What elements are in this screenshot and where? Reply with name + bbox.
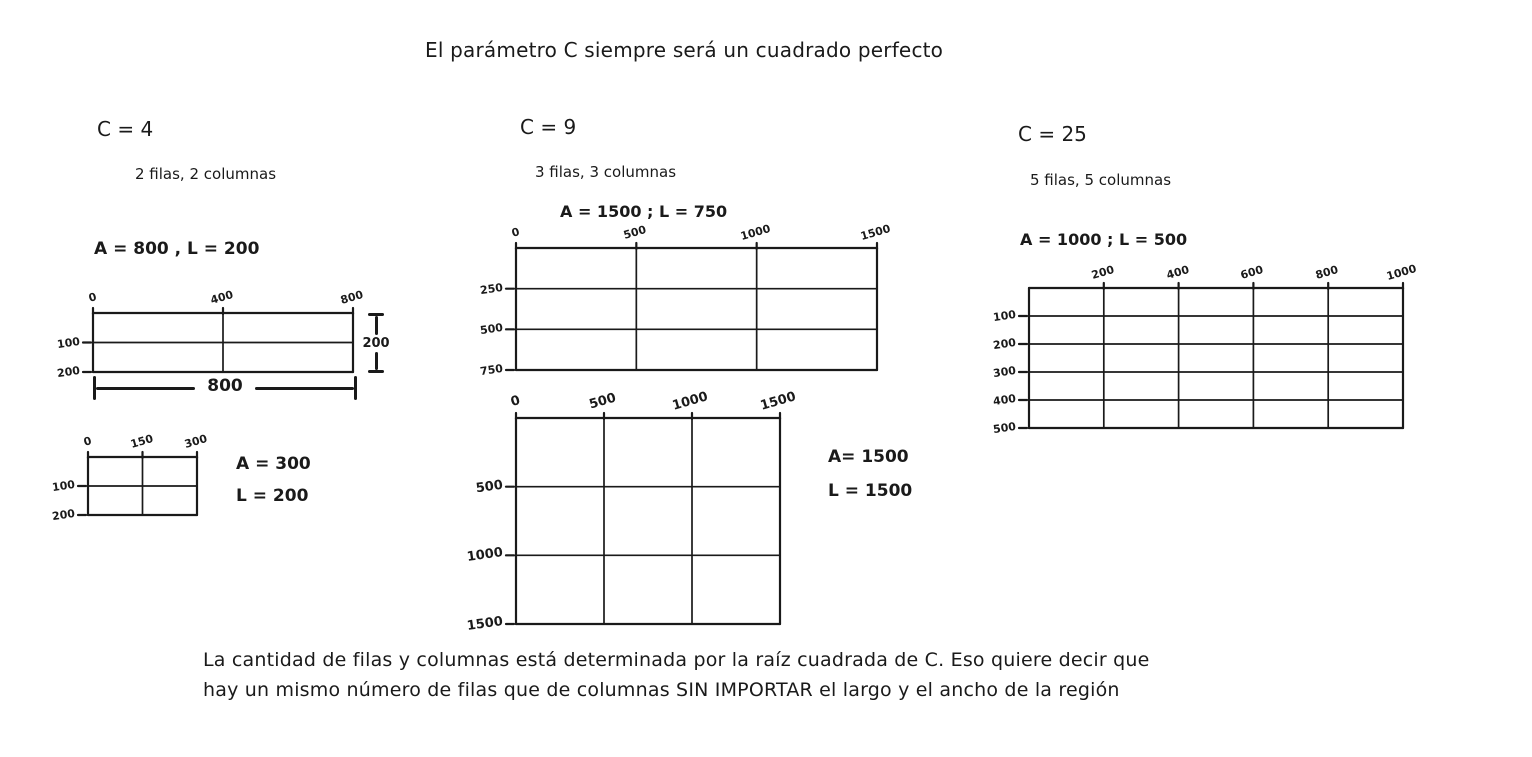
y-tick-label: 1000 (465, 545, 504, 566)
footer-note (203, 645, 1150, 705)
grid-c4-rectangle (56, 288, 365, 381)
y-tick-label: 500 (479, 321, 504, 338)
area-label: A= 1500 (828, 447, 909, 467)
x-tick-label: 1000 (738, 222, 772, 243)
x-tick-label: 0 (509, 393, 522, 410)
grid-lines (516, 418, 780, 624)
grid-c25-rectangle (992, 262, 1418, 437)
section-c9-subheading: 3 filas, 3 columnas (535, 163, 677, 181)
x-tick-label: 800 (1314, 263, 1340, 282)
bracket-line (255, 387, 354, 390)
x-tick-label: 500 (622, 223, 649, 242)
bracket-end-tick (354, 376, 357, 400)
grid-c9-square-params (828, 440, 912, 508)
y-tick-label: 500 (992, 419, 1017, 437)
grid-lines (88, 457, 197, 515)
x-tick-label: 1500 (858, 222, 892, 243)
x-tick-label: 400 (1164, 263, 1191, 282)
grid-c9-rectangle (479, 222, 892, 379)
section-c4-subheading: 2 filas, 2 columnas (135, 165, 277, 183)
x-tick-label: 800 (339, 288, 365, 307)
y-tick-label: 100 (992, 307, 1017, 325)
x-tick-label: 0 (87, 290, 99, 305)
height-dimension-label: 200 (362, 335, 390, 351)
section-c25-params: A = 1000 ; L = 500 (1020, 230, 1188, 249)
x-tick-label: 0 (82, 434, 94, 449)
bracket-line (375, 352, 378, 371)
x-tick-label: 1500 (758, 389, 798, 414)
footer-line-1: La cantidad de filas y columnas está determinada por la raíz cuadrada de C. Eso quiere decir que (203, 649, 1150, 671)
section-c25-subheading: 5 filas, 5 columnas (1030, 171, 1172, 189)
x-tick-label: 400 (209, 288, 235, 307)
footer-line-2: hay un mismo número de filas que de columnas SIN IMPORTAR el largo y el ancho de la región (203, 679, 1120, 701)
x-tick-label: 0 (510, 225, 522, 240)
grid-lines (1029, 288, 1403, 428)
y-tick-label: 200 (51, 506, 76, 524)
length-label: L = 1500 (828, 481, 913, 501)
section-c9-params: A = 1500 ; L = 750 (560, 202, 728, 221)
x-tick-label: 1000 (1384, 262, 1418, 283)
x-tick-label: 300 (183, 432, 209, 451)
bracket-line (96, 387, 195, 390)
y-tick-label: 1500 (465, 614, 504, 634)
y-tick-label: 750 (479, 361, 504, 379)
width-dimension-bracket (93, 374, 357, 402)
y-tick-label: 100 (51, 477, 76, 495)
page-title: El parámetro C siempre será un cuadrado perfecto (425, 38, 944, 62)
section-c25-heading: C = 25 (1018, 122, 1087, 146)
width-dimension-label: 800 (207, 376, 243, 396)
height-dimension-bracket (362, 313, 390, 373)
section-c4-params: A = 800 , L = 200 (94, 239, 260, 259)
y-tick-label: 400 (992, 391, 1017, 409)
grid-c4-small-params (236, 448, 311, 512)
grid-lines (516, 248, 877, 370)
x-tick-label: 1000 (670, 389, 710, 414)
y-tick-label: 200 (56, 363, 81, 381)
x-tick-label: 150 (128, 432, 155, 451)
grid-c9-square (465, 389, 798, 634)
x-tick-label: 200 (1089, 263, 1116, 282)
x-tick-label: 600 (1239, 263, 1266, 282)
section-c4-heading: C = 4 (97, 117, 154, 141)
grid-lines (93, 313, 353, 372)
y-tick-label: 250 (479, 280, 504, 297)
x-tick-label: 500 (587, 390, 618, 413)
y-tick-label: 500 (474, 477, 504, 496)
length-label: L = 200 (236, 486, 309, 506)
y-tick-label: 300 (992, 363, 1017, 381)
y-tick-label: 100 (56, 334, 81, 351)
bracket-end-tick (368, 370, 384, 373)
area-label: A = 300 (236, 454, 311, 474)
section-c9-heading: C = 9 (520, 115, 577, 139)
bracket-line (375, 316, 378, 335)
y-tick-label: 200 (992, 335, 1017, 353)
grid-c4-small (51, 432, 209, 524)
